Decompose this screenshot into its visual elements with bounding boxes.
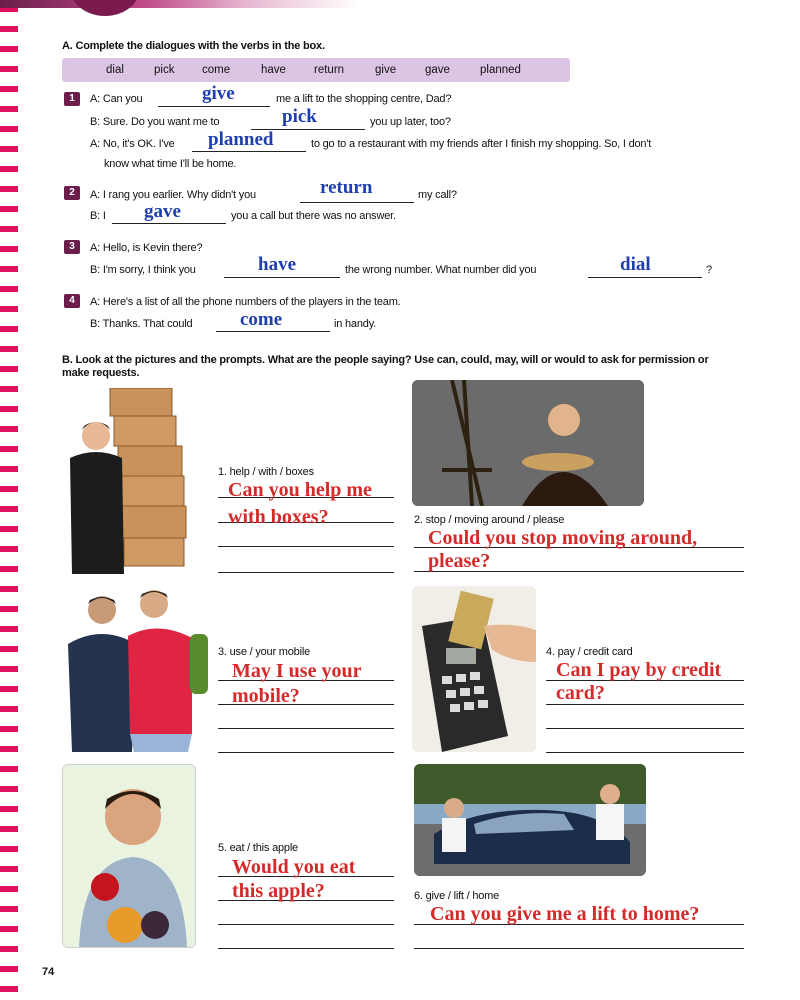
prompt-label: 2. stop / moving around / please [414, 514, 565, 526]
handwritten-answer: mobile? [232, 685, 300, 707]
item-number-badge: 3 [64, 240, 80, 254]
answer-line[interactable] [546, 752, 744, 753]
answer-line[interactable] [218, 546, 394, 547]
section-b-instruction [62, 354, 762, 380]
photo-man-with-apple [62, 764, 196, 948]
prompt-label: 5. eat / this apple [218, 842, 298, 854]
section-a-instruction: A. Complete the dialogues with the verbs in the box. [62, 40, 325, 52]
section-b-instruction-line: B. Look at the pictures and the prompts. What are the people saying? Use can, could, may, will or would to ask for permission or [62, 354, 709, 366]
handwritten-answer: May I use your [232, 660, 362, 682]
answer-line[interactable] [218, 924, 394, 925]
dialogue-line: A: I rang you earlier. Why didn't you [90, 189, 256, 201]
handwritten-answer: give [202, 83, 235, 104]
dialogue-line: B: Thanks. That could [90, 318, 193, 330]
page-number: 74 [42, 966, 55, 978]
handwritten-answer: gave [144, 201, 181, 222]
dialogue-line: in handy. [334, 318, 377, 330]
handwritten-answer: Can I pay by credit [556, 659, 722, 681]
answer-line[interactable] [218, 572, 394, 573]
handwritten-answer: have [258, 254, 296, 275]
word: planned [480, 64, 521, 76]
dialogue-line: ? [706, 264, 712, 276]
word-box [62, 58, 570, 82]
dialogue-line: B: Sure. Do you want me to [90, 116, 220, 128]
word: have [261, 64, 286, 76]
answer-line[interactable] [218, 948, 394, 949]
item-number-badge: 2 [64, 186, 80, 200]
answer-line[interactable] [546, 728, 744, 729]
prompt-label: 3. use / your mobile [218, 646, 310, 658]
word: give [375, 64, 397, 76]
answer-line[interactable] [218, 728, 394, 729]
handwritten-answer: Can you give me a lift to home? [430, 903, 700, 925]
dialogue-line: B: I [90, 210, 106, 222]
word: dial [106, 64, 124, 76]
prompt-label: 4. pay / credit card [546, 646, 633, 658]
header-decoration [0, 0, 360, 8]
handwritten-answer: pick [282, 106, 317, 127]
handwritten-answer: this apple? [232, 880, 325, 902]
prompt-label: 1. help / with / boxes [218, 466, 314, 478]
dialogue-line: B: I'm sorry, I think you [90, 264, 196, 276]
handwritten-answer: dial [620, 254, 651, 275]
dialogue-line: the wrong number. What number did you [345, 264, 537, 276]
handwritten-answer: card? [556, 682, 605, 704]
dialogue-line: A: Can you [90, 93, 143, 105]
photo-painter-with-palette [412, 380, 644, 506]
photo-man-carrying-boxes [62, 388, 212, 574]
photo-card-payment-terminal [412, 586, 536, 752]
dialogue-line: A: Here's a list of all the phone numbers of the players in the team. [90, 296, 401, 308]
section-b-instruction-line: make requests. [62, 367, 140, 379]
handwritten-answer: please? [428, 550, 491, 572]
answer-line[interactable] [414, 948, 744, 949]
handwritten-answer: planned [208, 129, 274, 150]
handwritten-answer: Would you eat [232, 856, 356, 878]
photo-two-friends-with-phone [62, 584, 212, 752]
dialogue-line: me a lift to the shopping centre, Dad? [276, 93, 452, 105]
handwritten-answer: Can you help me [228, 479, 372, 501]
handwritten-answer: Could you stop moving around, [428, 527, 698, 549]
dialogue-line: you up later, too? [370, 116, 451, 128]
word: return [314, 64, 345, 76]
dialogue-line: my call? [418, 189, 457, 201]
item-number-badge: 1 [64, 92, 80, 106]
answer-line[interactable] [546, 704, 744, 705]
photo-two-men-by-car [414, 764, 646, 876]
handwritten-answer: return [320, 177, 373, 198]
word: pick [154, 64, 175, 76]
prompt-label: 6. give / lift / home [414, 890, 500, 902]
dialogue-line: to go to a restaurant with my friends after I finish my shopping. So, I don't [311, 138, 652, 150]
item-number-badge: 4 [64, 294, 80, 308]
word: come [202, 64, 231, 76]
handwritten-answer: with boxes? [228, 506, 329, 528]
answer-line[interactable] [218, 752, 394, 753]
word: gave [425, 64, 450, 76]
dialogue-line: A: No, it's OK. I've [90, 138, 175, 150]
header-arc [70, 0, 140, 16]
dialogue-line: you a call but there was no answer. [231, 210, 396, 222]
handwritten-answer: come [240, 309, 283, 330]
dialogue-line: A: Hello, is Kevin there? [90, 242, 203, 254]
spiral-binding [0, 0, 18, 1000]
dialogue-line: know what time I'll be home. [104, 158, 237, 170]
